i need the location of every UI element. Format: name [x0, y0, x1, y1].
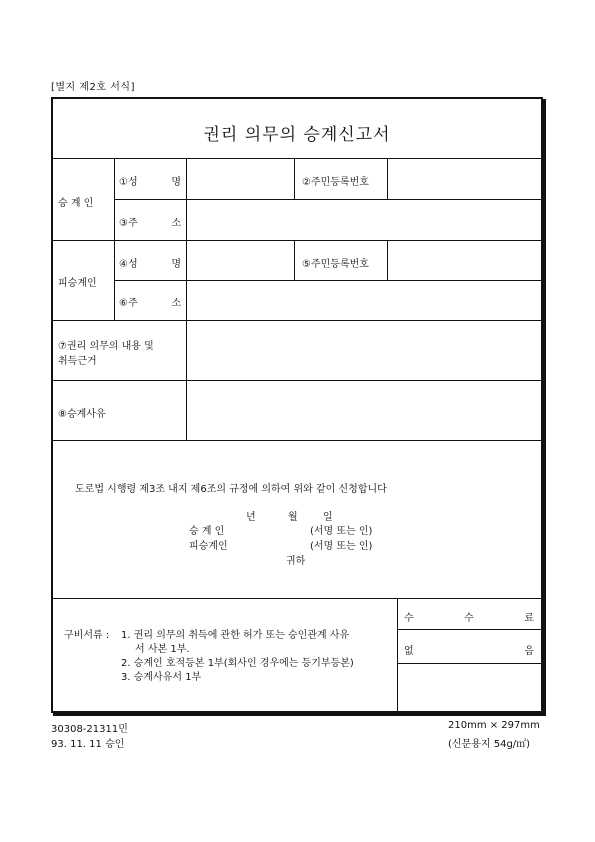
- signature-successor-label: 승 계 인: [189, 526, 225, 537]
- fee-char: 수: [404, 613, 414, 624]
- form-code: 30308-21311민: [51, 724, 128, 735]
- predecessor-name-label: [119, 255, 181, 270]
- fee-divider: [398, 663, 541, 664]
- predecessor-name-no: ④성: [119, 259, 138, 270]
- signature-predecessor-sign: (서명 또는 인): [310, 541, 373, 552]
- fee-divider: [398, 629, 541, 630]
- fee-label: [404, 609, 534, 624]
- date-year: 년: [246, 512, 256, 523]
- fee-char: 료: [524, 613, 534, 624]
- predecessor-address-label: [119, 294, 181, 309]
- col-divider: [294, 158, 295, 199]
- col-divider: [114, 158, 115, 320]
- document-item-1-cont: 서 사본 1부.: [135, 644, 190, 655]
- fee-value-char: 없: [404, 646, 414, 657]
- frame-shadow: [53, 713, 546, 716]
- row-divider: [53, 440, 541, 441]
- document-item-3: 3. 승계사유서 1부: [121, 672, 202, 683]
- successor-addr-ch: 소: [171, 218, 181, 229]
- approval-date: 93. 11. 11 승인: [51, 739, 125, 750]
- paper-type: (신문용지 54g/㎡): [448, 739, 531, 750]
- predecessor-section-label: 피승계인: [58, 278, 97, 289]
- col-divider: [294, 240, 295, 280]
- frame-shadow: [543, 99, 546, 715]
- rights-label-line1: ⑦권리 의무의 내용 및: [58, 341, 154, 352]
- successor-address-label: [119, 214, 181, 229]
- successor-addr-no: ③주: [119, 218, 138, 229]
- fee-box-divider: [397, 598, 398, 715]
- rights-label-line2: 취득근거: [58, 356, 97, 367]
- predecessor-name-ch: 명: [171, 259, 181, 270]
- col-divider: [387, 158, 388, 199]
- predecessor-reg-label: ⑤주민등록번호: [302, 259, 369, 270]
- date-day: 일: [323, 512, 333, 523]
- successor-reg-label: ②주민등록번호: [302, 177, 369, 188]
- date-month: 월: [288, 512, 298, 523]
- documents-label: 구비서류 :: [64, 630, 110, 641]
- predecessor-addr-ch: 소: [171, 298, 181, 309]
- document-item-2: 2. 승계인 호적등본 1부(회사인 경우에는 등기부등본): [121, 658, 354, 669]
- col-divider: [186, 158, 187, 440]
- col-divider: [387, 240, 388, 280]
- signature-successor-sign: (서명 또는 인): [310, 526, 373, 537]
- declaration-text: 도로법 시행령 제3조 내지 제6조의 규정에 의하여 위와 같이 신청합니다: [75, 484, 387, 495]
- successor-name-label: [119, 173, 181, 188]
- row-divider: [53, 158, 541, 159]
- fee-value-char: 음: [524, 646, 534, 657]
- form-title: 권리 의무의 승계신고서: [203, 125, 391, 145]
- addressee: 귀하: [286, 556, 306, 567]
- fee-char: 수: [464, 613, 474, 624]
- successor-name-ch: 명: [171, 177, 181, 188]
- row-divider: [115, 280, 541, 281]
- row-divider: [53, 240, 541, 241]
- successor-name-no: ①성: [119, 177, 138, 188]
- predecessor-addr-no: ⑥주: [119, 298, 138, 309]
- reason-label: ⑧승계사유: [58, 409, 106, 420]
- paper-size: 210mm × 297mm: [448, 720, 540, 731]
- successor-section-label: 승 계 인: [58, 198, 94, 209]
- row-divider: [53, 598, 541, 599]
- document-item-1: 1. 권리 의무의 취득에 관한 허가 또는 승인관계 사유: [121, 630, 350, 641]
- row-divider: [53, 320, 541, 321]
- row-divider: [115, 199, 541, 200]
- form-label: [별지 제2호 서식]: [51, 82, 135, 93]
- fee-value: [404, 642, 534, 657]
- row-divider: [53, 380, 541, 381]
- signature-predecessor-label: 피승계인: [189, 541, 228, 552]
